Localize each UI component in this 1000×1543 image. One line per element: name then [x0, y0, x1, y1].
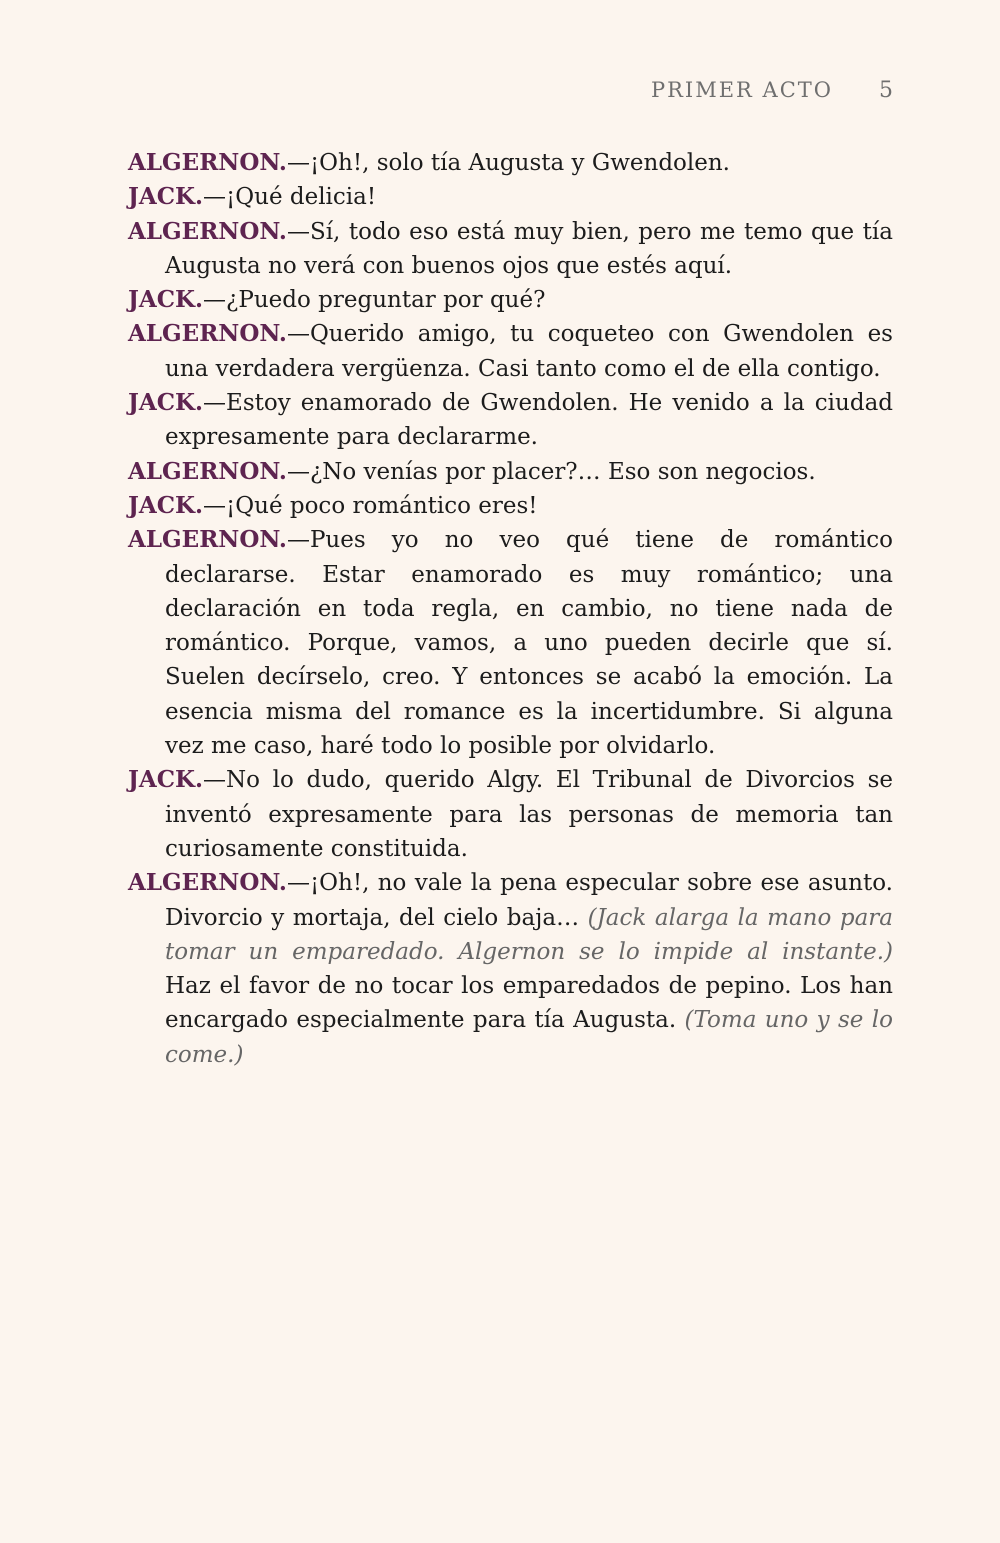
speaker-name: JACK.	[128, 183, 204, 211]
stage-direction: (Jack alarga la mano para tomar un emparedado. Algernon se lo impide al instante.)	[165, 904, 894, 965]
dialogue-line: —¿No venías por placer?… Eso son negocios.	[286, 458, 816, 485]
dialogue-paragraph	[128, 866, 893, 1072]
dialogue-paragraph	[128, 317, 893, 386]
speaker-name: ALGERNON.	[128, 526, 287, 554]
dialogue-line: Haz el favor de no tocar los emparedados de pepino. Los han encargado especialmente para tía Augusta.	[165, 973, 893, 1034]
dialogue-text	[128, 146, 893, 1072]
dialogue-line: —Querido amigo, tu coqueteo con Gwendolen es una verdadera vergüenza. Casi tanto como el de ella contigo.	[165, 321, 893, 382]
dialogue-paragraph	[128, 283, 893, 317]
dialogue-line: —Estoy enamorado de Gwendolen. He venido a la ciudad expresamente para declararme.	[165, 390, 893, 451]
dialogue-paragraph	[128, 489, 893, 523]
speaker-name: JACK.	[128, 286, 204, 314]
dialogue-line: —Sí, todo eso está muy bien, pero me temo que tía Augusta no verá con buenos ojos que estés aquí.	[165, 218, 893, 279]
speaker-name: ALGERNON.	[128, 320, 287, 348]
dialogue-line: —¡Qué delicia!	[203, 184, 377, 211]
speaker-name: ALGERNON.	[128, 149, 287, 176]
dialogue-paragraph	[128, 180, 893, 214]
running-header	[651, 78, 893, 103]
dialogue-line: —¡Qué poco romántico eres!	[203, 492, 538, 519]
dialogue-paragraph	[128, 386, 893, 455]
speaker-name: ALGERNON.	[128, 869, 287, 897]
dialogue-line: —¡Oh!, no vale la pena especular sobre ese asunto. Divorcio y mortaja, del cielo baja…	[165, 870, 893, 931]
dialogue-paragraph	[128, 763, 893, 866]
stage-direction: (Toma uno y se lo come.)	[165, 1007, 893, 1068]
speaker-name: ALGERNON.	[128, 457, 287, 485]
page-number: 5	[879, 78, 893, 103]
dialogue-paragraph	[128, 523, 893, 763]
dialogue-line: —¡Oh!, solo tía Augusta y Gwendolen.	[286, 150, 730, 176]
dialogue-paragraph	[128, 215, 893, 284]
dialogue-paragraph	[128, 455, 893, 489]
dialogue-line: —Pues yo no veo qué tiene de romántico declararse. Estar enamorado es muy romántico; una declaración en toda regla, en cambio, no tiene nada de romántico. Porque, vamos, a uno pueden decirle que sí. Suelen decírselo, creo. Y entonces se acabó la emoción. La esencia misma del romance es la incertidumbre. Si alguna vez me caso, haré todo lo posible por olvidarlo.	[165, 527, 893, 760]
speaker-name: JACK.	[128, 491, 204, 519]
dialogue-line: —No lo dudo, querido Algy. El Tribunal de Divorcios se inventó expresamente para las personas de memoria tan curiosamente constituida.	[165, 767, 893, 862]
speaker-name: JACK.	[128, 389, 204, 417]
running-header-title: PRIMER ACTO	[650, 78, 833, 102]
dialogue-line: —¿Puedo preguntar por qué?	[203, 287, 546, 314]
speaker-name: JACK.	[128, 766, 204, 794]
dialogue-paragraph	[128, 146, 893, 180]
speaker-name: ALGERNON.	[128, 217, 287, 245]
